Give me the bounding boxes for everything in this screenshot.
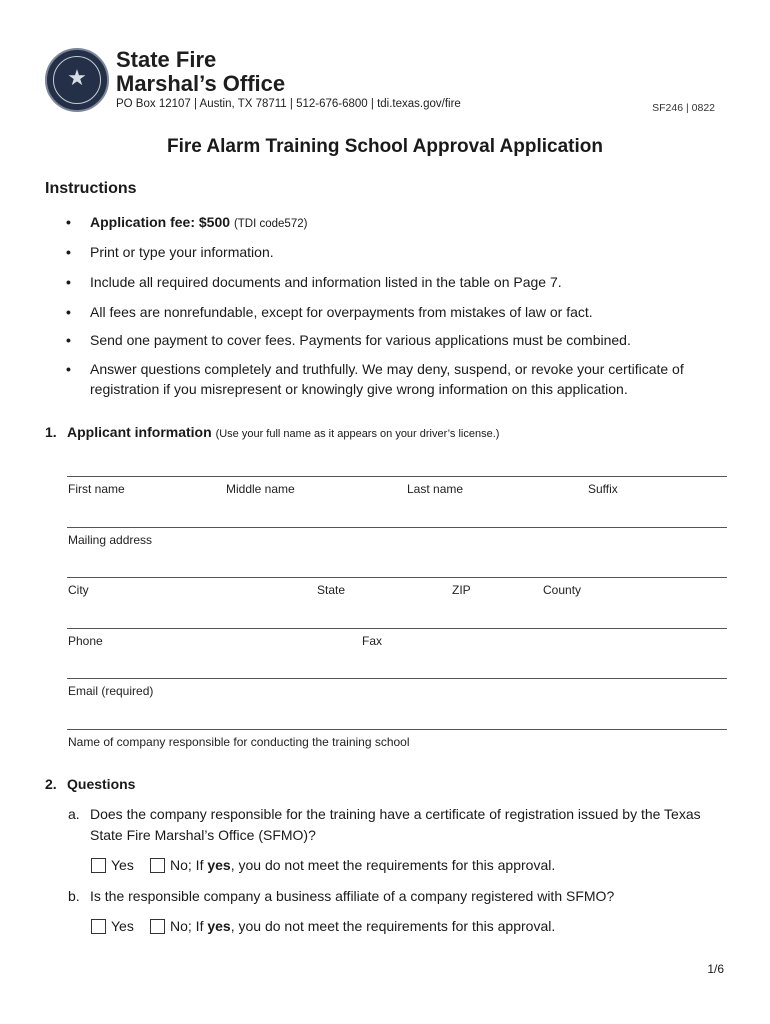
zip-label: ZIP [452, 583, 471, 597]
fax-label: Fax [362, 634, 383, 648]
section-title: Applicant information [67, 424, 212, 440]
name-row[interactable] [67, 476, 727, 528]
org-name-line2: Marshal’s Office [116, 71, 286, 96]
org-contact: PO Box 12107 | Austin, TX 78711 | 512-676-6800 | tdi.texas.gov/fire [116, 98, 461, 110]
document-title: Fire Alarm Training School Approval Application [167, 136, 603, 157]
no-label-prefix: No; If [170, 918, 208, 934]
company-label: Name of company responsible for conducting the training school [68, 735, 410, 749]
mailing-address-row[interactable] [67, 527, 727, 579]
instruction-text: Send one payment to cover fees. Payments for various applications must be combined. [90, 332, 631, 348]
checkbox[interactable] [91, 919, 106, 934]
last-name-label: Last name [407, 482, 464, 496]
yes-label: Yes [111, 857, 134, 873]
no-label-bold: yes [207, 857, 231, 873]
fee-code: (TDI code572) [233, 218, 308, 230]
question-a-no-option[interactable] [150, 857, 555, 873]
question-text: Is the responsible company a business affiliate of a company registered with SFMO? [90, 888, 615, 904]
instruction-text: All fees are nonrefundable, except for overpayments from mistakes of law or fact. [90, 304, 593, 320]
section-number: 2. [45, 776, 57, 792]
bullet-icon: • [66, 361, 71, 377]
question-b-no-option[interactable] [150, 918, 555, 934]
city-row[interactable] [67, 577, 727, 629]
company-row[interactable] [67, 729, 727, 764]
phone-label: Phone [68, 634, 103, 648]
no-label-bold: yes [207, 918, 231, 934]
instruction-text: Include all required documents and information listed in the table on Page 7. [90, 274, 562, 290]
email-row[interactable] [67, 678, 727, 730]
checkbox[interactable] [150, 858, 165, 873]
section-number: 1. [45, 424, 57, 440]
bullet-icon: • [66, 244, 71, 260]
bullet-icon: • [66, 304, 71, 320]
bullet-icon: • [66, 332, 71, 348]
fee-amount: Application fee: $500 [90, 214, 231, 230]
middle-name-label: Middle name [226, 482, 295, 496]
email-label: Email (required) [68, 684, 154, 698]
checkbox[interactable] [91, 858, 106, 873]
section-note: (Use your full name as it appears on your driver’s license.) [215, 428, 500, 440]
state-label: State [317, 583, 346, 597]
section-2-heading [45, 776, 135, 792]
instructions-heading: Instructions [45, 180, 137, 197]
question-a-yes-option[interactable] [91, 857, 134, 873]
no-label-suffix: , you do not meet the requirements for this approval. [230, 857, 556, 873]
instruction-text: Answer questions completely and truthfully. We may deny, suspend, or revoke your certificate of registration if you misrepresent or knowingly give wrong information on this application. [90, 361, 684, 397]
suffix-label: Suffix [588, 482, 618, 496]
question-text: Does the company responsible for the training have a certificate of registration issued by the Texas State Fire Marshal’s Office (SFMO)? [90, 806, 701, 843]
no-label-prefix: No; If [170, 857, 208, 873]
yes-label: Yes [111, 918, 134, 934]
question-b-yes-option[interactable] [91, 918, 134, 934]
section-1-heading [45, 424, 499, 440]
bullet-icon: • [66, 214, 71, 230]
instruction-text: Print or type your information. [90, 244, 274, 260]
page-number: 1/6 [707, 962, 724, 976]
state-fire-marshal-seal [45, 48, 109, 112]
first-name-label: First name [68, 482, 125, 496]
county-label: County [543, 583, 582, 597]
checkbox[interactable] [150, 919, 165, 934]
question-letter: b. [68, 888, 80, 904]
question-letter: a. [68, 806, 80, 822]
phone-row[interactable] [67, 628, 727, 680]
form-number: SF246 | 0822 [652, 102, 715, 114]
bullet-icon: • [66, 274, 71, 290]
city-label: City [68, 583, 89, 597]
org-name-line1: State Fire [116, 47, 217, 72]
no-label-suffix: , you do not meet the requirements for this approval. [230, 918, 556, 934]
star-icon: ★ [67, 65, 87, 90]
mailing-address-label: Mailing address [68, 533, 153, 547]
section-title: Questions [67, 776, 136, 792]
